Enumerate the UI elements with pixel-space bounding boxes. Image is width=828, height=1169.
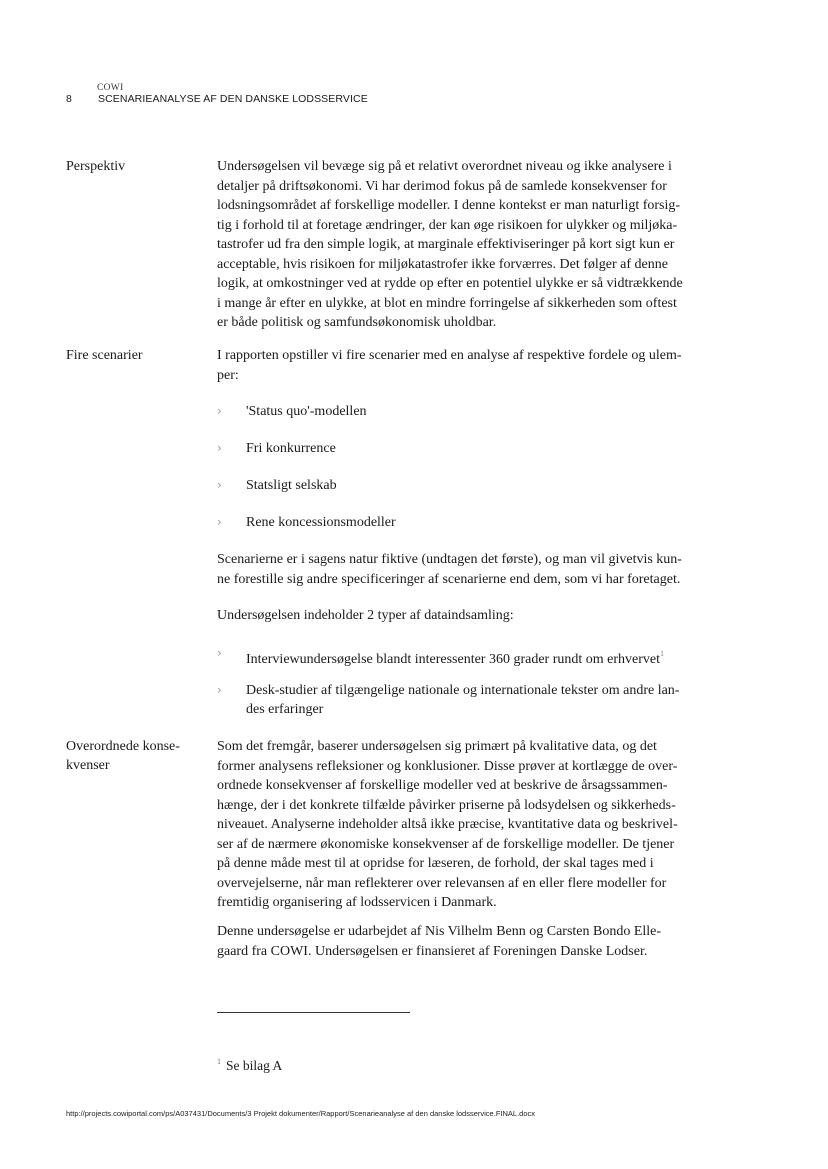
- perspektiv-paragraph: [217, 157, 717, 333]
- text-line: Som det fremgår, baserer undersøgelsen sig primært på kvalitative data, og det: [217, 739, 657, 754]
- running-title: SCENARIEANALYSE AF DEN DANSKE LODSSERVICE: [98, 93, 368, 105]
- text-line: per:: [217, 367, 239, 383]
- text-line: Denne undersøgelse er udarbejdet af Nis Vilhelm Benn og Carsten Bondo Elle-: [217, 924, 662, 939]
- bullet-marker-icon: ›: [217, 478, 222, 492]
- text-line: former analysens refleksioner og konklusioner. Disse prøver at kortlægge de over-: [217, 758, 678, 774]
- section-heading-fire-scenarier: Fire scenarier: [66, 348, 143, 363]
- text-line: ordnede konsekvenser af forskellige modeller ved at beskrive de årsagssammen-: [217, 778, 668, 793]
- footnote-text: Se bilag A: [226, 1058, 283, 1073]
- text-line: des erfaringer: [246, 702, 324, 717]
- bullet-text: [246, 644, 716, 669]
- text-line: Desk-studier af tilgængelige nationale og internationale tekster om andre lan-: [246, 683, 680, 698]
- text-line: tastrofer ud fra den simple logik, at marginale effektiviseringer på kort sigt kun er: [217, 237, 675, 252]
- section-heading-perspektiv: Perspektiv: [66, 159, 126, 174]
- bullet-text: Fri konkurrence: [246, 441, 336, 456]
- footer-file-path: http://projects.cowiportal.com/ps/A037431/Documents/3 Projekt dokumenter/Rapport/Scenarieanalyse af den danske lodsservice.FINAL.docx: [66, 1109, 535, 1118]
- bullet-marker-icon: ›: [217, 683, 222, 697]
- bullet-text: [246, 681, 716, 719]
- text-line: overvejelserne, når man reflekterer over relevansen af en eller flere modeller for: [217, 875, 667, 891]
- text-line: ser af de nærmere økonomiske konsekvenser af de forskellige modeller. De tjener: [217, 836, 675, 852]
- fire-scenarier-intro: [217, 346, 717, 385]
- text-line: ne forestille sig andre specificeringer af scenarierne end dem, som vi har foretaget.: [217, 571, 681, 587]
- bullet-marker-icon: ›: [217, 404, 222, 418]
- konsekvenser-paragraph: [217, 737, 717, 913]
- text-line: acceptable, hvis risikoen for miljøkatastrofer ikke forværres. Det følger af denne: [217, 256, 668, 272]
- page-number: 8: [66, 93, 72, 105]
- text-line: niveauet. Analyserne indeholder altså ikke præcise, kvantitative data og beskrivel-: [217, 817, 678, 832]
- text-line: Undersøgelsen vil bevæge sig på et relativt overordnet niveau og ikke analysere i: [217, 159, 672, 174]
- bullet-marker-icon: ›: [217, 441, 222, 455]
- bullet-text-content: Interviewundersøgelse blandt interessenter 360 grader rundt om erhvervet: [246, 652, 661, 667]
- footnote-separator: [217, 1012, 410, 1013]
- bullet-text: Rene koncessionsmodeller: [246, 515, 396, 530]
- text-line: fremtidig organisering af lodsservicen i Danmark.: [217, 895, 497, 910]
- text-line: er både politisk og samfundsøkonomisk uholdbar.: [217, 315, 497, 330]
- text-line: Undersøgelsen indeholder 2 typer af dataindsamling:: [217, 608, 514, 623]
- footnote: [217, 1057, 282, 1074]
- footnote-reference[interactable]: 1: [660, 649, 665, 658]
- cowi-logo-text: COWI: [97, 83, 124, 93]
- heading-line: Overordnede konse-: [66, 739, 180, 754]
- text-line: lodsningsområdet af forskellige modeller. I denne kontekst er man naturligt forsig-: [217, 198, 681, 213]
- credit-paragraph: [217, 922, 717, 961]
- text-line: tig i forhold til at foretage ændringer, der kan øge risikoen for ulykker og miljøka-: [217, 217, 678, 233]
- bullet-text: 'Status quo'-modellen: [246, 404, 367, 419]
- text-line: på denne måde mest til at opridse for læseren, de forhold, der skal tages med i: [217, 856, 654, 871]
- section-heading-konsekvenser: [66, 737, 206, 775]
- bullet-marker-icon: ›: [217, 515, 222, 529]
- fire-scenarier-paragraph-2: [217, 550, 717, 589]
- text-line: hænge, der i det konkrete tilfælde påvirker priserne på lodsydelsen og sikkerheds-: [217, 797, 676, 813]
- text-line: I rapporten opstiller vi fire scenarier med en analyse af respektive fordele og ulem-: [217, 348, 682, 363]
- text-line: i mange år efter en ulykke, at blot en mindre forringelse af sikkerheden som oftest: [217, 295, 677, 311]
- bullet-text: Statsligt selskab: [246, 478, 337, 493]
- fire-scenarier-paragraph-3: [217, 606, 717, 626]
- text-line: detaljer på driftsøkonomi. Vi har derimod fokus på de samlede konsekvenser for: [217, 178, 667, 194]
- text-line: logik, at omkostninger ved at rydde op efter en potentiel ulykke er så vidtrækkende: [217, 276, 683, 291]
- text-line: gaard fra COWI. Undersøgelsen er finansieret af Foreningen Danske Lodser.: [217, 943, 648, 959]
- text-line: Scenarierne er i sagens natur fiktive (undtagen det første), og man vil givetvis kun-: [217, 552, 682, 567]
- heading-line: kvenser: [66, 758, 110, 773]
- bullet-marker-icon: ›: [217, 646, 222, 660]
- footnote-mark: 1: [217, 1057, 221, 1066]
